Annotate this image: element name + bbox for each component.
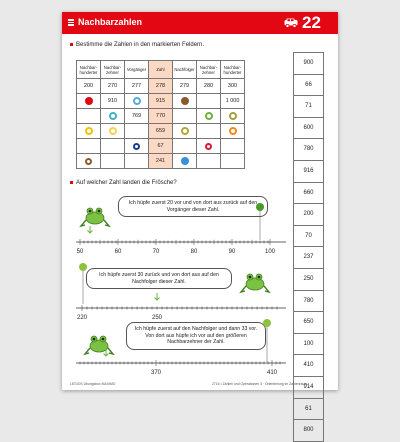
olive-bead-icon [229,112,237,120]
tick-label: 60 [114,249,122,255]
worksheet-page [62,12,338,434]
number-line-2 [76,300,286,322]
answer-cell: 900 [293,52,324,75]
menu-icon [68,19,74,25]
tick-label: 100 [264,249,276,255]
column-header: Zahl [149,61,173,79]
table-cell [101,139,125,154]
table-cell: 67 [149,139,173,154]
answer-cell: 660 [293,183,324,205]
brown-ring-bead-icon [85,158,92,165]
table-row [77,139,245,154]
speech-bubble-frog3: Ich hüpfe zuerst auf den Nachfolger und dann 33 vor. Von dort aus hüpfe ich vor auf den größeren Nachbarzehner der Zahl. [126,322,266,350]
bead-cell[interactable] [221,124,245,139]
start-arrow-icon [87,226,93,234]
answer-cell: 100 [293,334,324,356]
start-arrow-icon [154,293,160,301]
goal-dot-icon [255,202,265,240]
table-cell [173,139,197,154]
table-cell: 659 [149,124,173,139]
table-cell: 279 [173,79,197,94]
bead-cell[interactable] [221,109,245,124]
answer-cell: 650 [293,312,324,334]
answer-cell: 237 [293,247,324,269]
tick-label: 80 [190,249,198,255]
number-table [76,60,245,169]
header-bar [62,12,338,34]
answer-cell: 66 [293,75,324,97]
column-header: Nachbar-hunderter [221,61,245,79]
table-cell [77,109,101,124]
bead-cell[interactable] [77,94,101,109]
bead-cell[interactable] [197,139,221,154]
brown-bead-icon [181,97,189,105]
tick-label: 50 [76,249,84,255]
bead-cell[interactable] [101,124,125,139]
column-header: Vorgänger [125,61,149,79]
bead-cell[interactable] [77,154,101,169]
red-bead-icon [85,97,93,105]
table-cell [221,154,245,169]
footer-right: 2716 • Zahlen und Operationen 3 · Orientierung im Zahlenraum [212,382,308,386]
olive-bead-icon [181,127,189,135]
table-cell: 770 [149,109,173,124]
table-cell [77,139,101,154]
tick-label: 250 [151,315,163,321]
speech-bubble-frog1: Ich hüpfe zuerst 20 vor und von dort aus zurück auf den Vorgänger dieser Zahl. [118,196,268,217]
teal-bead-icon [109,112,117,120]
table-cell: 270 [101,79,125,94]
table-cell: 915 [149,94,173,109]
table-cell [197,154,221,169]
answer-cell: 410 [293,355,324,377]
tick-label: 70 [152,249,160,255]
bead-cell[interactable] [125,94,149,109]
red-ring-bead-icon [205,143,212,150]
table-cell [101,154,125,169]
start-arrow-icon [103,349,109,357]
table-cell: 910 [101,94,125,109]
table-row [77,79,245,94]
footer-left: LEGIOS Übungsbox MAXIMO [70,382,116,386]
table-row [77,154,245,169]
table-cell [125,154,149,169]
speech-bubble-frog2: Ich hüpfe zuerst 30 zurück und von dort aus auf den Nachfolger dieser Zahl. [86,268,232,289]
navy-bead-icon [133,143,140,150]
column-header: Nachbar-zehner [101,61,125,79]
answer-cell: 250 [293,269,324,291]
yellow-bead-icon [85,127,93,135]
table-header-row [77,61,245,79]
orange-bead-icon [229,127,237,135]
table-cell [125,124,149,139]
bead-cell[interactable] [101,109,125,124]
page-title: Nachbarzahlen [78,17,143,27]
green-bead-icon [205,112,213,120]
bead-cell[interactable] [197,109,221,124]
table-cell: 277 [125,79,149,94]
table-cell: 1 000 [221,94,245,109]
bead-cell[interactable] [173,154,197,169]
tick-label: 410 [266,370,278,376]
answer-cell: 914 [293,377,324,399]
bead-cell[interactable] [173,94,197,109]
table-row [77,94,245,109]
answer-cell: 600 [293,118,324,140]
table-cell: 278 [149,79,173,94]
frog-icon [240,270,270,296]
answer-cell: 200 [293,204,324,226]
number-line-3 [76,355,286,377]
answer-cell: 916 [293,161,324,183]
page-badge [278,14,338,32]
blue-ring-bead-icon [133,97,141,105]
table-cell: 280 [197,79,221,94]
bead-cell[interactable] [173,124,197,139]
column-header: Nachbar-hunderter [77,61,101,79]
bead-cell[interactable] [125,139,149,154]
table-cell: 769 [125,109,149,124]
table-row [77,124,245,139]
answer-cell: 61 [293,399,324,421]
tick-label: 90 [228,249,236,255]
table-cell [197,124,221,139]
task2-instruction: Auf welcher Zahl landen die Frösche? [70,180,177,186]
tick-label: 220 [76,315,88,321]
bullet-square-icon [70,181,73,184]
table-cell [221,139,245,154]
answer-cell: 780 [293,139,324,161]
answer-cell: 800 [293,420,324,442]
table-cell [197,94,221,109]
car-icon [284,18,298,28]
bead-cell[interactable] [77,124,101,139]
table-cell: 300 [221,79,245,94]
tick-label: 370 [150,370,162,376]
frog-icon [80,204,110,230]
answer-cell: 71 [293,96,324,118]
task1-instruction: Bestimme die Zahlen in den markierten Feldern. [70,42,204,48]
answer-cell: 70 [293,226,324,248]
table-row [77,109,245,124]
table-cell: 200 [77,79,101,94]
table-cell [173,109,197,124]
answer-cell: 780 [293,291,324,313]
table-cell: 241 [149,154,173,169]
column-header: Nachfolger [173,61,197,79]
yellow-bead-icon [109,127,117,135]
page-number: 22 [302,13,321,32]
blue-bead-icon [181,157,189,165]
bullet-square-icon [70,43,73,46]
column-header: Nachbar-zehner [197,61,221,79]
